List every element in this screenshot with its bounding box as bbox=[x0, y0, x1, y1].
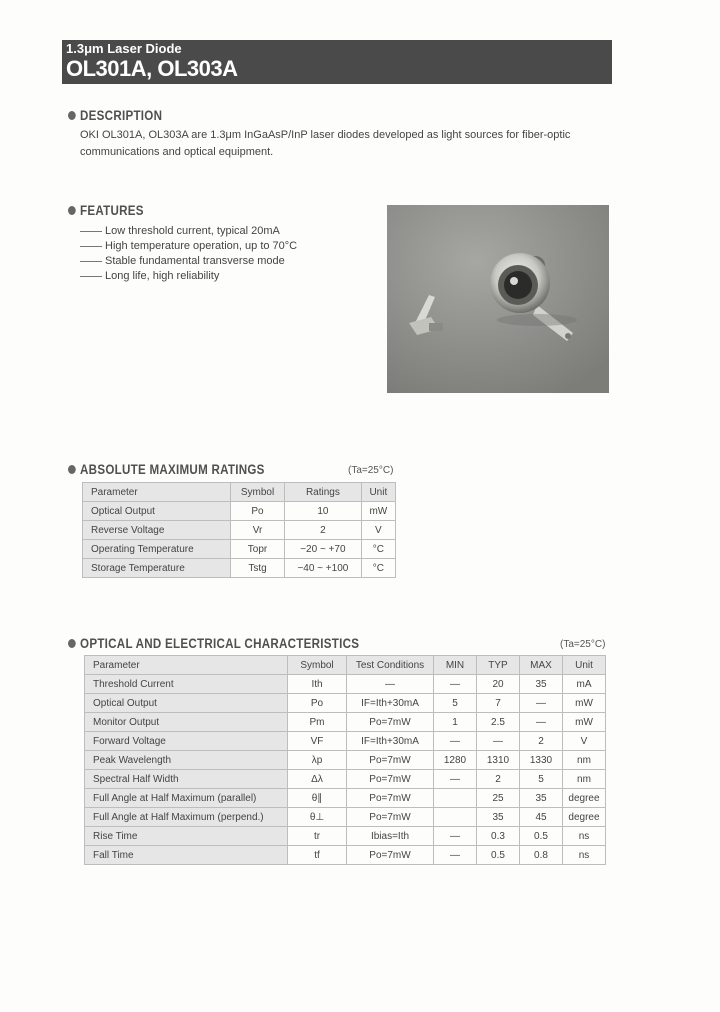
column-header: Parameter bbox=[83, 483, 231, 502]
table-cell: degree bbox=[563, 789, 606, 808]
table-header-row bbox=[85, 656, 606, 675]
table-cell: Tstg bbox=[230, 559, 284, 578]
table-cell: mW bbox=[563, 694, 606, 713]
table-cell: Po=7mW bbox=[347, 751, 434, 770]
table-cell: Peak Wavelength bbox=[85, 751, 288, 770]
table-cell: Ibias=Ith bbox=[347, 827, 434, 846]
table-cell: 0.5 bbox=[520, 827, 563, 846]
table-row bbox=[85, 694, 606, 713]
table-cell: ns bbox=[563, 827, 606, 846]
optical-electrical-heading bbox=[68, 636, 359, 651]
product-photo bbox=[387, 205, 609, 393]
optical-electrical-condition: (Ta=25°C) bbox=[560, 639, 606, 650]
table-cell: — bbox=[347, 675, 434, 694]
table-cell: Po=7mW bbox=[347, 808, 434, 827]
dash-icon bbox=[80, 276, 102, 277]
column-header: Test Conditions bbox=[347, 656, 434, 675]
table-cell: Pm bbox=[288, 713, 347, 732]
table-cell: VF bbox=[288, 732, 347, 751]
table-cell: Po=7mW bbox=[347, 846, 434, 865]
table-cell: — bbox=[434, 732, 477, 751]
table-cell: Reverse Voltage bbox=[83, 521, 231, 540]
feature-item: Long life, high reliability bbox=[80, 269, 297, 284]
table-cell: mA bbox=[563, 675, 606, 694]
table-cell: Ith bbox=[288, 675, 347, 694]
table-cell: 35 bbox=[477, 808, 520, 827]
table-cell: 7 bbox=[477, 694, 520, 713]
description-text: OKI OL301A, OL303A are 1.3μm InGaAsP/InP laser diodes developed as light sources for fiber-optic communications and optical equipment. bbox=[80, 129, 571, 158]
table-row bbox=[85, 713, 606, 732]
bullet-icon bbox=[68, 639, 76, 648]
table-cell: nm bbox=[563, 770, 606, 789]
table-cell: Monitor Output bbox=[85, 713, 288, 732]
table-cell: Vr bbox=[230, 521, 284, 540]
table-cell: Storage Temperature bbox=[83, 559, 231, 578]
table-cell: Full Angle at Half Maximum (parallel) bbox=[85, 789, 288, 808]
table-cell: — bbox=[434, 827, 477, 846]
dash-icon bbox=[80, 261, 102, 262]
table-cell: 2 bbox=[285, 521, 362, 540]
table-cell: tf bbox=[288, 846, 347, 865]
table-row bbox=[85, 770, 606, 789]
table-cell: θ⊥ bbox=[288, 808, 347, 827]
table-cell: mW bbox=[563, 713, 606, 732]
column-header: Unit bbox=[563, 656, 606, 675]
bullet-icon bbox=[68, 465, 76, 474]
table-cell: — bbox=[434, 675, 477, 694]
absolute-max-heading-text: ABSOLUTE MAXIMUM RATINGS bbox=[80, 462, 265, 477]
table-cell: 1310 bbox=[477, 751, 520, 770]
table-cell: V bbox=[361, 521, 395, 540]
table-cell: mW bbox=[361, 502, 395, 521]
column-header: TYP bbox=[477, 656, 520, 675]
table-cell: Δλ bbox=[288, 770, 347, 789]
table-row bbox=[83, 502, 396, 521]
feature-item: Low threshold current, typical 20mA bbox=[80, 224, 297, 239]
table-cell bbox=[434, 808, 477, 827]
table-cell: 35 bbox=[520, 789, 563, 808]
absolute-max-heading bbox=[68, 462, 265, 477]
table-row bbox=[85, 846, 606, 865]
table-cell: Po=7mW bbox=[347, 713, 434, 732]
column-header: MIN bbox=[434, 656, 477, 675]
features-heading-text: FEATURES bbox=[80, 203, 144, 218]
table-cell: ns bbox=[563, 846, 606, 865]
table-cell: Full Angle at Half Maximum (perpend.) bbox=[85, 808, 288, 827]
table-cell: — bbox=[520, 694, 563, 713]
table-cell: 35 bbox=[520, 675, 563, 694]
table-header-row bbox=[83, 483, 396, 502]
table-cell: IF=Ith+30mA bbox=[347, 694, 434, 713]
bullet-icon bbox=[68, 206, 76, 215]
table-cell: 0.8 bbox=[520, 846, 563, 865]
table-cell: tr bbox=[288, 827, 347, 846]
table-cell: Topr bbox=[230, 540, 284, 559]
features-list bbox=[80, 224, 297, 284]
table-row bbox=[85, 751, 606, 770]
table-cell: 5 bbox=[520, 770, 563, 789]
column-header: Unit bbox=[361, 483, 395, 502]
table-cell: IF=Ith+30mA bbox=[347, 732, 434, 751]
table-cell: 2 bbox=[477, 770, 520, 789]
description-heading-text: DESCRIPTION bbox=[80, 108, 163, 123]
feature-item: High temperature operation, up to 70°C bbox=[80, 239, 297, 254]
absolute-max-condition: (Ta=25°C) bbox=[348, 465, 394, 476]
table-cell: 25 bbox=[477, 789, 520, 808]
table-cell: Operating Temperature bbox=[83, 540, 231, 559]
table-cell: θ∥ bbox=[288, 789, 347, 808]
table-cell: λp bbox=[288, 751, 347, 770]
dash-icon bbox=[80, 246, 102, 247]
table-cell: nm bbox=[563, 751, 606, 770]
optical-electrical-table bbox=[84, 655, 606, 865]
table-cell: 1 bbox=[434, 713, 477, 732]
table-cell: Po=7mW bbox=[347, 770, 434, 789]
table-row bbox=[85, 732, 606, 751]
description-heading bbox=[68, 108, 162, 123]
table-cell: 0.3 bbox=[477, 827, 520, 846]
absolute-max-table bbox=[82, 482, 396, 578]
column-header: MAX bbox=[520, 656, 563, 675]
table-cell: Spectral Half Width bbox=[85, 770, 288, 789]
laser-diode-illustration bbox=[387, 205, 609, 393]
bullet-icon bbox=[68, 111, 76, 120]
table-cell: — bbox=[434, 770, 477, 789]
feature-item: Stable fundamental transverse mode bbox=[80, 254, 297, 269]
column-header: Parameter bbox=[85, 656, 288, 675]
product-title: OL301A, OL303A bbox=[66, 56, 238, 81]
column-header: Symbol bbox=[230, 483, 284, 502]
table-row bbox=[85, 827, 606, 846]
table-cell: −20 ~ +70 bbox=[285, 540, 362, 559]
table-cell: — bbox=[434, 846, 477, 865]
table-cell: 5 bbox=[434, 694, 477, 713]
table-cell: degree bbox=[563, 808, 606, 827]
table-row bbox=[83, 559, 396, 578]
table-cell: °C bbox=[361, 559, 395, 578]
dash-icon bbox=[80, 231, 102, 232]
table-row bbox=[83, 540, 396, 559]
table-cell: −40 ~ +100 bbox=[285, 559, 362, 578]
table-cell: 10 bbox=[285, 502, 362, 521]
table-cell bbox=[434, 789, 477, 808]
table-cell: Forward Voltage bbox=[85, 732, 288, 751]
table-cell: 0.5 bbox=[477, 846, 520, 865]
table-cell: 2.5 bbox=[477, 713, 520, 732]
table-cell: Po bbox=[288, 694, 347, 713]
table-cell: Rise Time bbox=[85, 827, 288, 846]
title-bar bbox=[62, 40, 612, 84]
table-row bbox=[83, 521, 396, 540]
table-cell: — bbox=[477, 732, 520, 751]
table-cell: — bbox=[520, 713, 563, 732]
table-cell: Po bbox=[230, 502, 284, 521]
table-cell: °C bbox=[361, 540, 395, 559]
table-cell: 45 bbox=[520, 808, 563, 827]
table-row bbox=[85, 808, 606, 827]
table-cell: 1330 bbox=[520, 751, 563, 770]
column-header: Symbol bbox=[288, 656, 347, 675]
table-cell: Po=7mW bbox=[347, 789, 434, 808]
table-row bbox=[85, 675, 606, 694]
table-cell: Optical Output bbox=[83, 502, 231, 521]
column-header: Ratings bbox=[285, 483, 362, 502]
table-cell: 1280 bbox=[434, 751, 477, 770]
product-subtitle: 1.3μm Laser Diode bbox=[66, 41, 182, 56]
table-cell: 2 bbox=[520, 732, 563, 751]
table-cell: 20 bbox=[477, 675, 520, 694]
table-cell: Optical Output bbox=[85, 694, 288, 713]
table-cell: Threshold Current bbox=[85, 675, 288, 694]
table-row bbox=[85, 789, 606, 808]
table-cell: Fall Time bbox=[85, 846, 288, 865]
features-heading bbox=[68, 203, 144, 218]
optical-electrical-heading-text: OPTICAL AND ELECTRICAL CHARACTERISTICS bbox=[80, 636, 360, 651]
table-cell: V bbox=[563, 732, 606, 751]
